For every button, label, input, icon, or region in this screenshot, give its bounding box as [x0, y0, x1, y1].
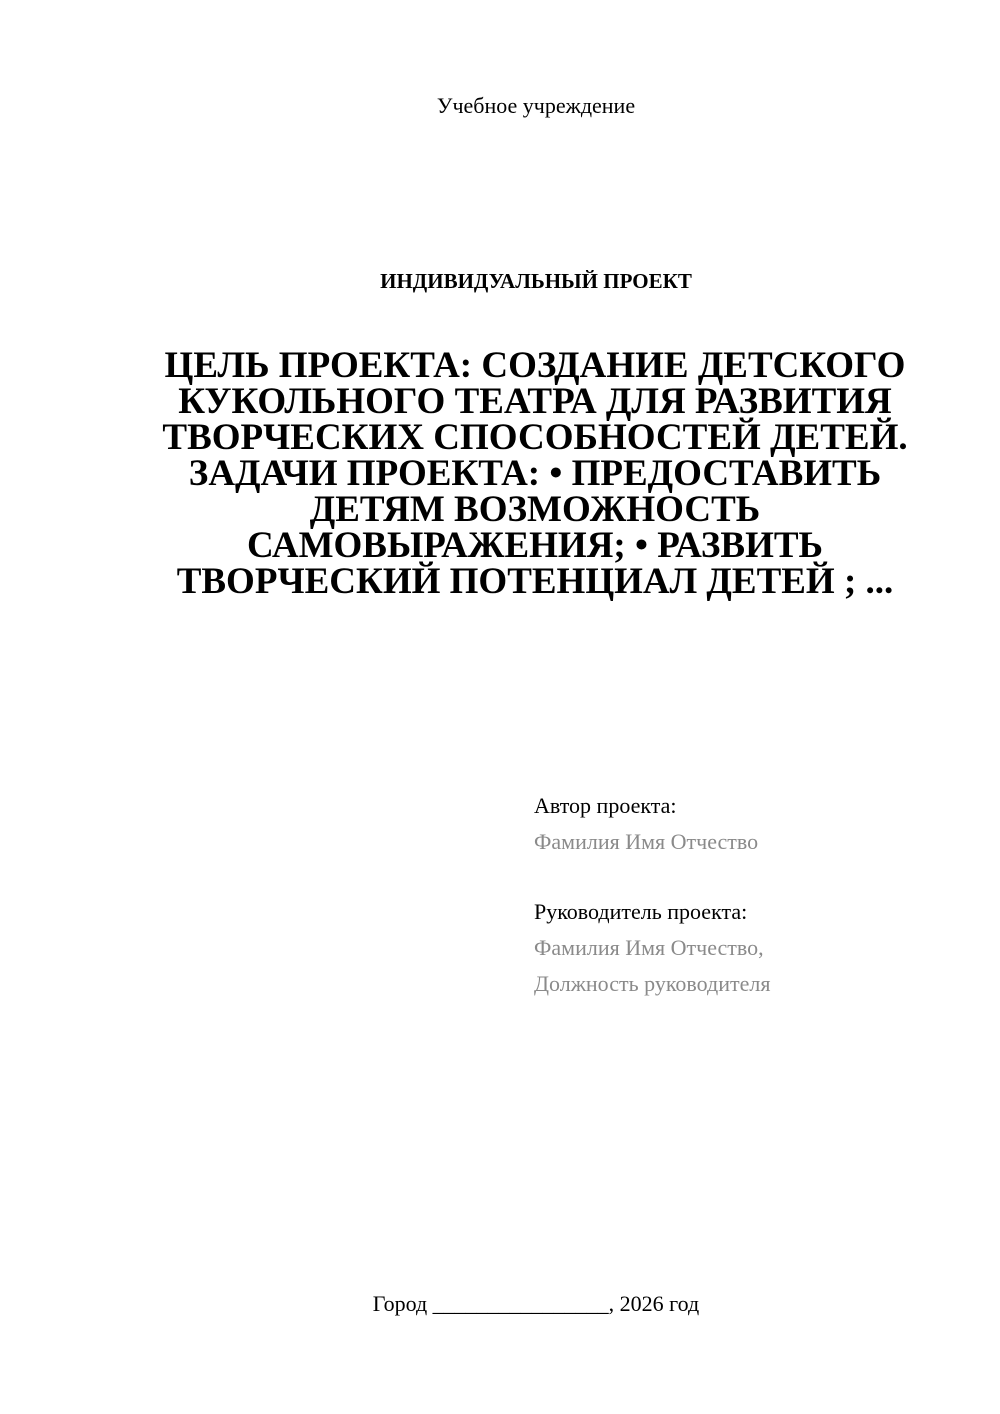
institution-name: Учебное учреждение [436, 93, 636, 118]
supervisor-label: Руководитель проекта: [534, 899, 748, 924]
supervisor-position: Должность руководителя [534, 971, 771, 996]
supervisor-name: Фамилия Имя Отчество, [534, 935, 764, 960]
author-name: Фамилия Имя Отчество [534, 829, 759, 854]
project-type: ИНДИВИДУАЛЬНЫЙ ПРОЕКТ [380, 269, 692, 293]
author-label: Автор проекта: [534, 793, 677, 818]
city-year-line: Город ________________, 2026 год [372, 1291, 700, 1316]
people-block [534, 788, 974, 1002]
project-title: ЦЕЛЬ ПРОЕКТА: СОЗДАНИЕ ДЕТСКОГО КУКОЛЬНОГО ТЕАТРА ДЛЯ РАЗВИТИЯ ТВОРЧЕСКИХ СПОСОБНОСТЕЙ ДЕТЕЙ. ЗАДАЧИ ПРОЕКТА: • ПРЕДОСТАВИТЬ ДЕТЯМ ВОЗМОЖНОСТЬ САМОВЫРАЖЕНИЯ; • РАЗВИТЬ ТВОРЧЕСКИЙ ПОТЕНЦИАЛ ДЕТЕЙ ; ... [162, 345, 908, 602]
spacer [534, 860, 974, 894]
